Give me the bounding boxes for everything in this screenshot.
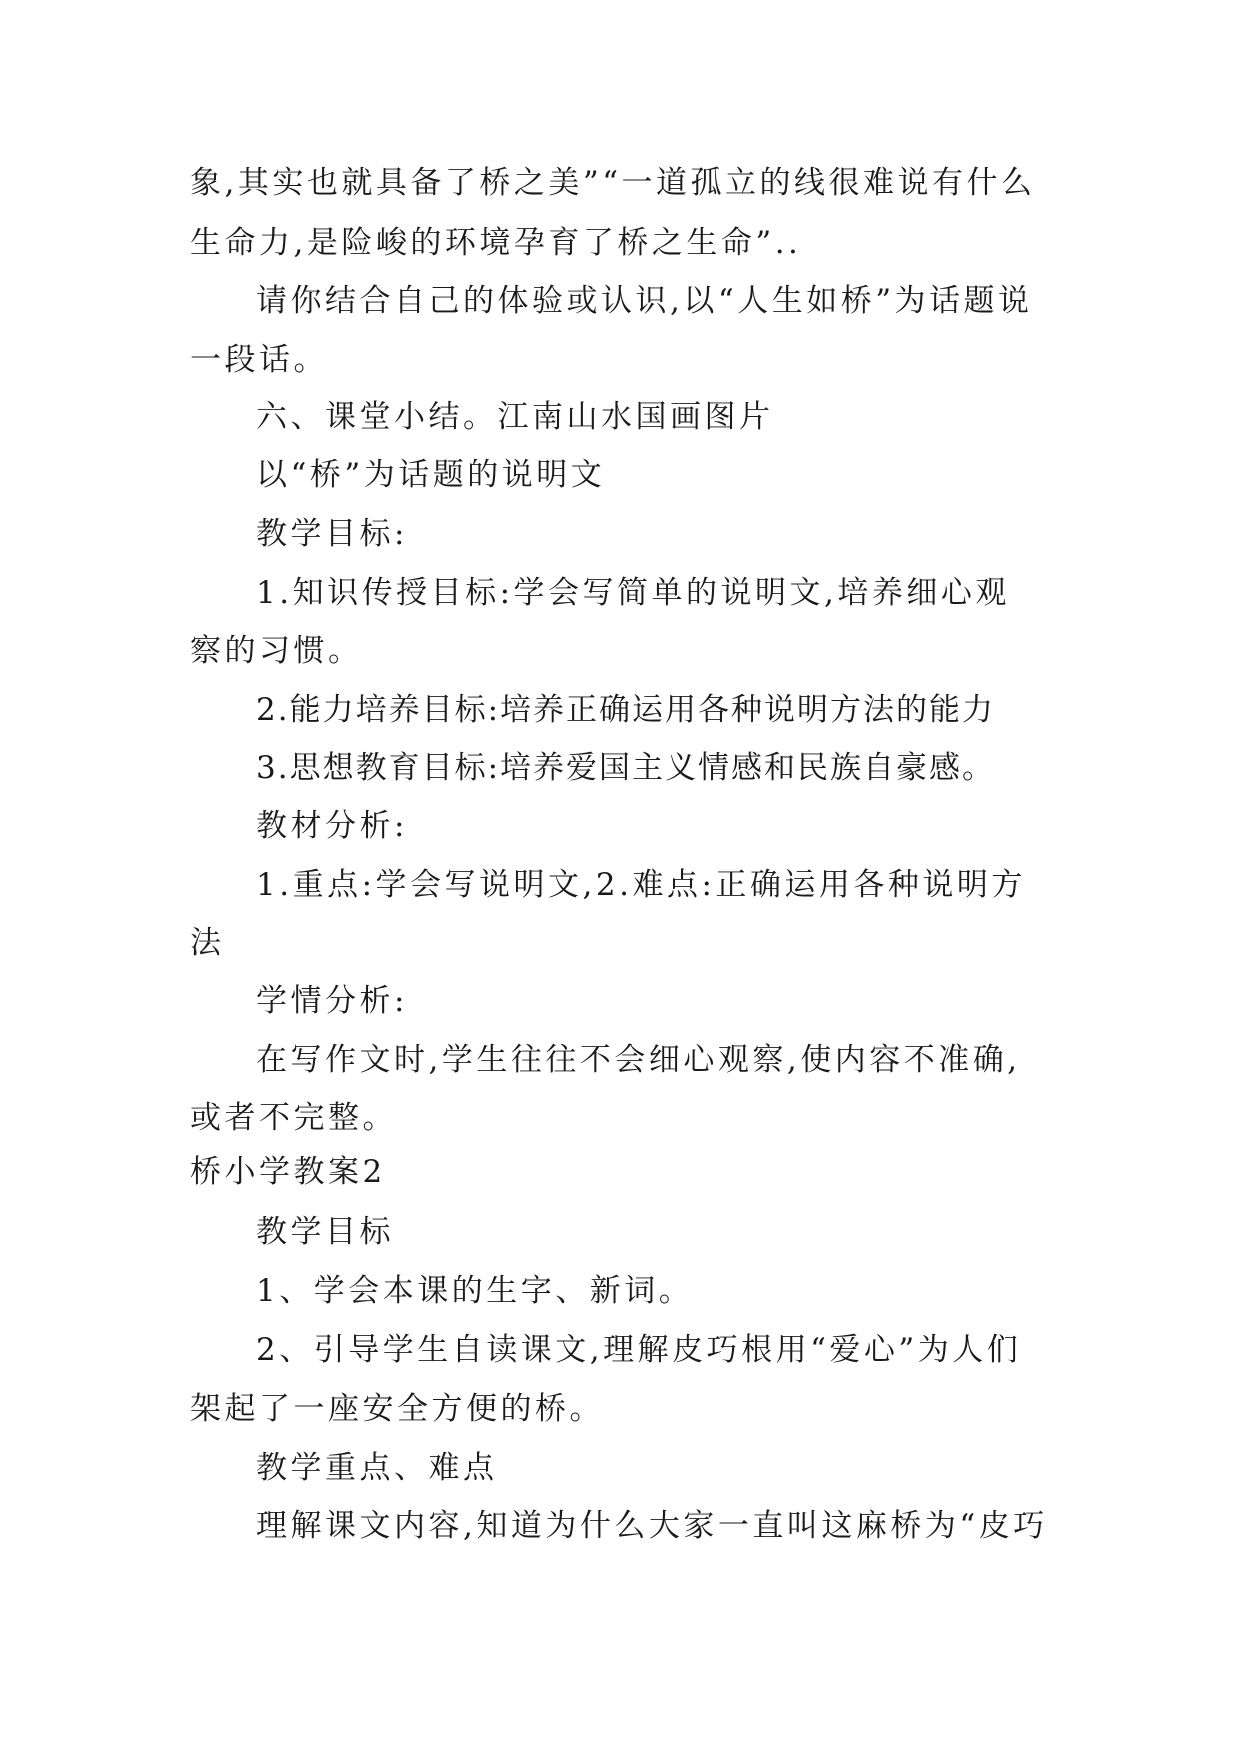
- list-item: 3.思想教育目标:培养爱国主义情感和民族自豪感。: [256, 750, 996, 786]
- paragraph-line: 或者不完整。: [190, 1100, 397, 1136]
- list-item: 1.知识传授目标:学会写简单的说明文,培养细心观: [256, 575, 1010, 611]
- paragraph-line: 架起了一座安全方便的桥。: [190, 1391, 604, 1427]
- list-item: 1、学会本课的生字、新词。: [256, 1273, 694, 1309]
- list-item: 2、引导学生自读课文,理解皮巧根用“爱心”为人们: [256, 1332, 1022, 1368]
- section-heading: 六、课堂小结。江南山水国画图片: [256, 399, 774, 435]
- section-heading: 教学重点、难点: [256, 1450, 498, 1486]
- section-heading: 学情分析:: [256, 983, 408, 1019]
- paragraph-line: 生命力,是险峻的环境孕育了桥之生命”..: [190, 225, 802, 261]
- paragraph-line: 象,其实也就具备了桥之美”“一道孤立的线很难说有什么: [190, 165, 1036, 201]
- paragraph-line: 在写作文时,学生往往不会细心观察,使内容不准确,: [256, 1042, 1021, 1078]
- list-item: 1.重点:学会写说明文,2.难点:正确运用各种说明方: [256, 867, 1026, 903]
- section-heading: 教材分析:: [256, 808, 408, 844]
- paragraph-line: 理解课文内容,知道为什么大家一直叫这麻桥为“皮巧: [256, 1508, 1048, 1544]
- paragraph-line: 一段话。: [190, 342, 328, 378]
- section-heading: 教学目标:: [256, 516, 408, 552]
- section-heading: 教学目标: [256, 1214, 394, 1250]
- document-title: 桥小学教案2: [190, 1154, 386, 1190]
- paragraph-line: 法: [190, 925, 225, 961]
- paragraph-line: 察的习惯。: [190, 633, 363, 669]
- paragraph-line: 请你结合自己的体验或认识,以“人生如桥”为话题说: [256, 283, 1033, 319]
- section-heading: 以“桥”为话题的说明文: [256, 457, 606, 493]
- list-item: 2.能力培养目标:培养正确运用各种说明方法的能力: [256, 692, 996, 728]
